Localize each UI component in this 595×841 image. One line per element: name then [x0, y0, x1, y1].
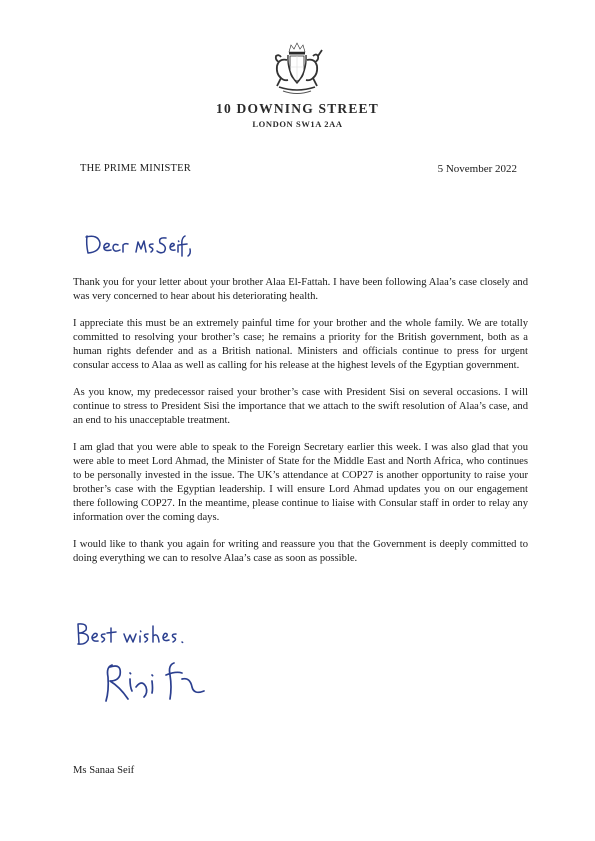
body-paragraph-1: Thank you for your letter about your brother Alaa El-Fattah. I have been following Alaa’s case closely and was very concerned to hear about his deteriorating health. — [73, 277, 528, 302]
body-paragraph-2: I appreciate this must be an extremely painful time for your brother and the whole family. We are totally committed to resolving your brother’s case; he remains a priority for the British government, both as a human rights defender and as a British national. Ministers and officials continue to press for urgent consular access to Alaa as well as calling for his release at the highest levels of the Egyptian government. — [73, 318, 528, 371]
letterhead-address-title: 10 DOWNING STREET — [216, 101, 379, 116]
royal-coat-of-arms-icon — [267, 40, 327, 96]
letterhead-postcode: LONDON SW1A 2AA — [252, 119, 343, 129]
body-paragraph-4: I am glad that you were able to speak to the Foreign Secretary earlier this week. I was also glad that you were able to meet Lord Ahmad, the Minister of State for the Middle East and North Africa, who continues to be personally invested in the issue. The UK’s attendance at COP27 is another opportunity to raise your brother’s case with the Egyptian leadership. I will ensure Lord Ahmad updates you on our engagement there following COP27. In the meantime, please continue to liaise with Consular staff in order to relay any information over the coming days. — [73, 442, 528, 523]
handwritten-closing — [72, 618, 192, 652]
handwritten-salutation — [82, 228, 194, 260]
sender-title: THE PRIME MINISTER — [80, 163, 191, 174]
letter-date: 5 November 2022 — [437, 163, 517, 175]
body-paragraph-5: I would like to thank you again for writing and reassure you that the Government is deeply committed to doing everything we can to resolve Alaa’s case as soon as possible. — [73, 539, 528, 564]
signature — [100, 657, 215, 705]
body-paragraph-3: As you know, my predecessor raised your brother’s case with President Sisi on several occasions. I will continue to stress to President Sisi the importance that we attach to the swift resolution of Alaa’s case, and an end to his unacceptable treatment. — [73, 387, 528, 426]
letter-body — [73, 276, 528, 579]
recipient-name: Ms Sanaa Seif — [73, 765, 135, 776]
